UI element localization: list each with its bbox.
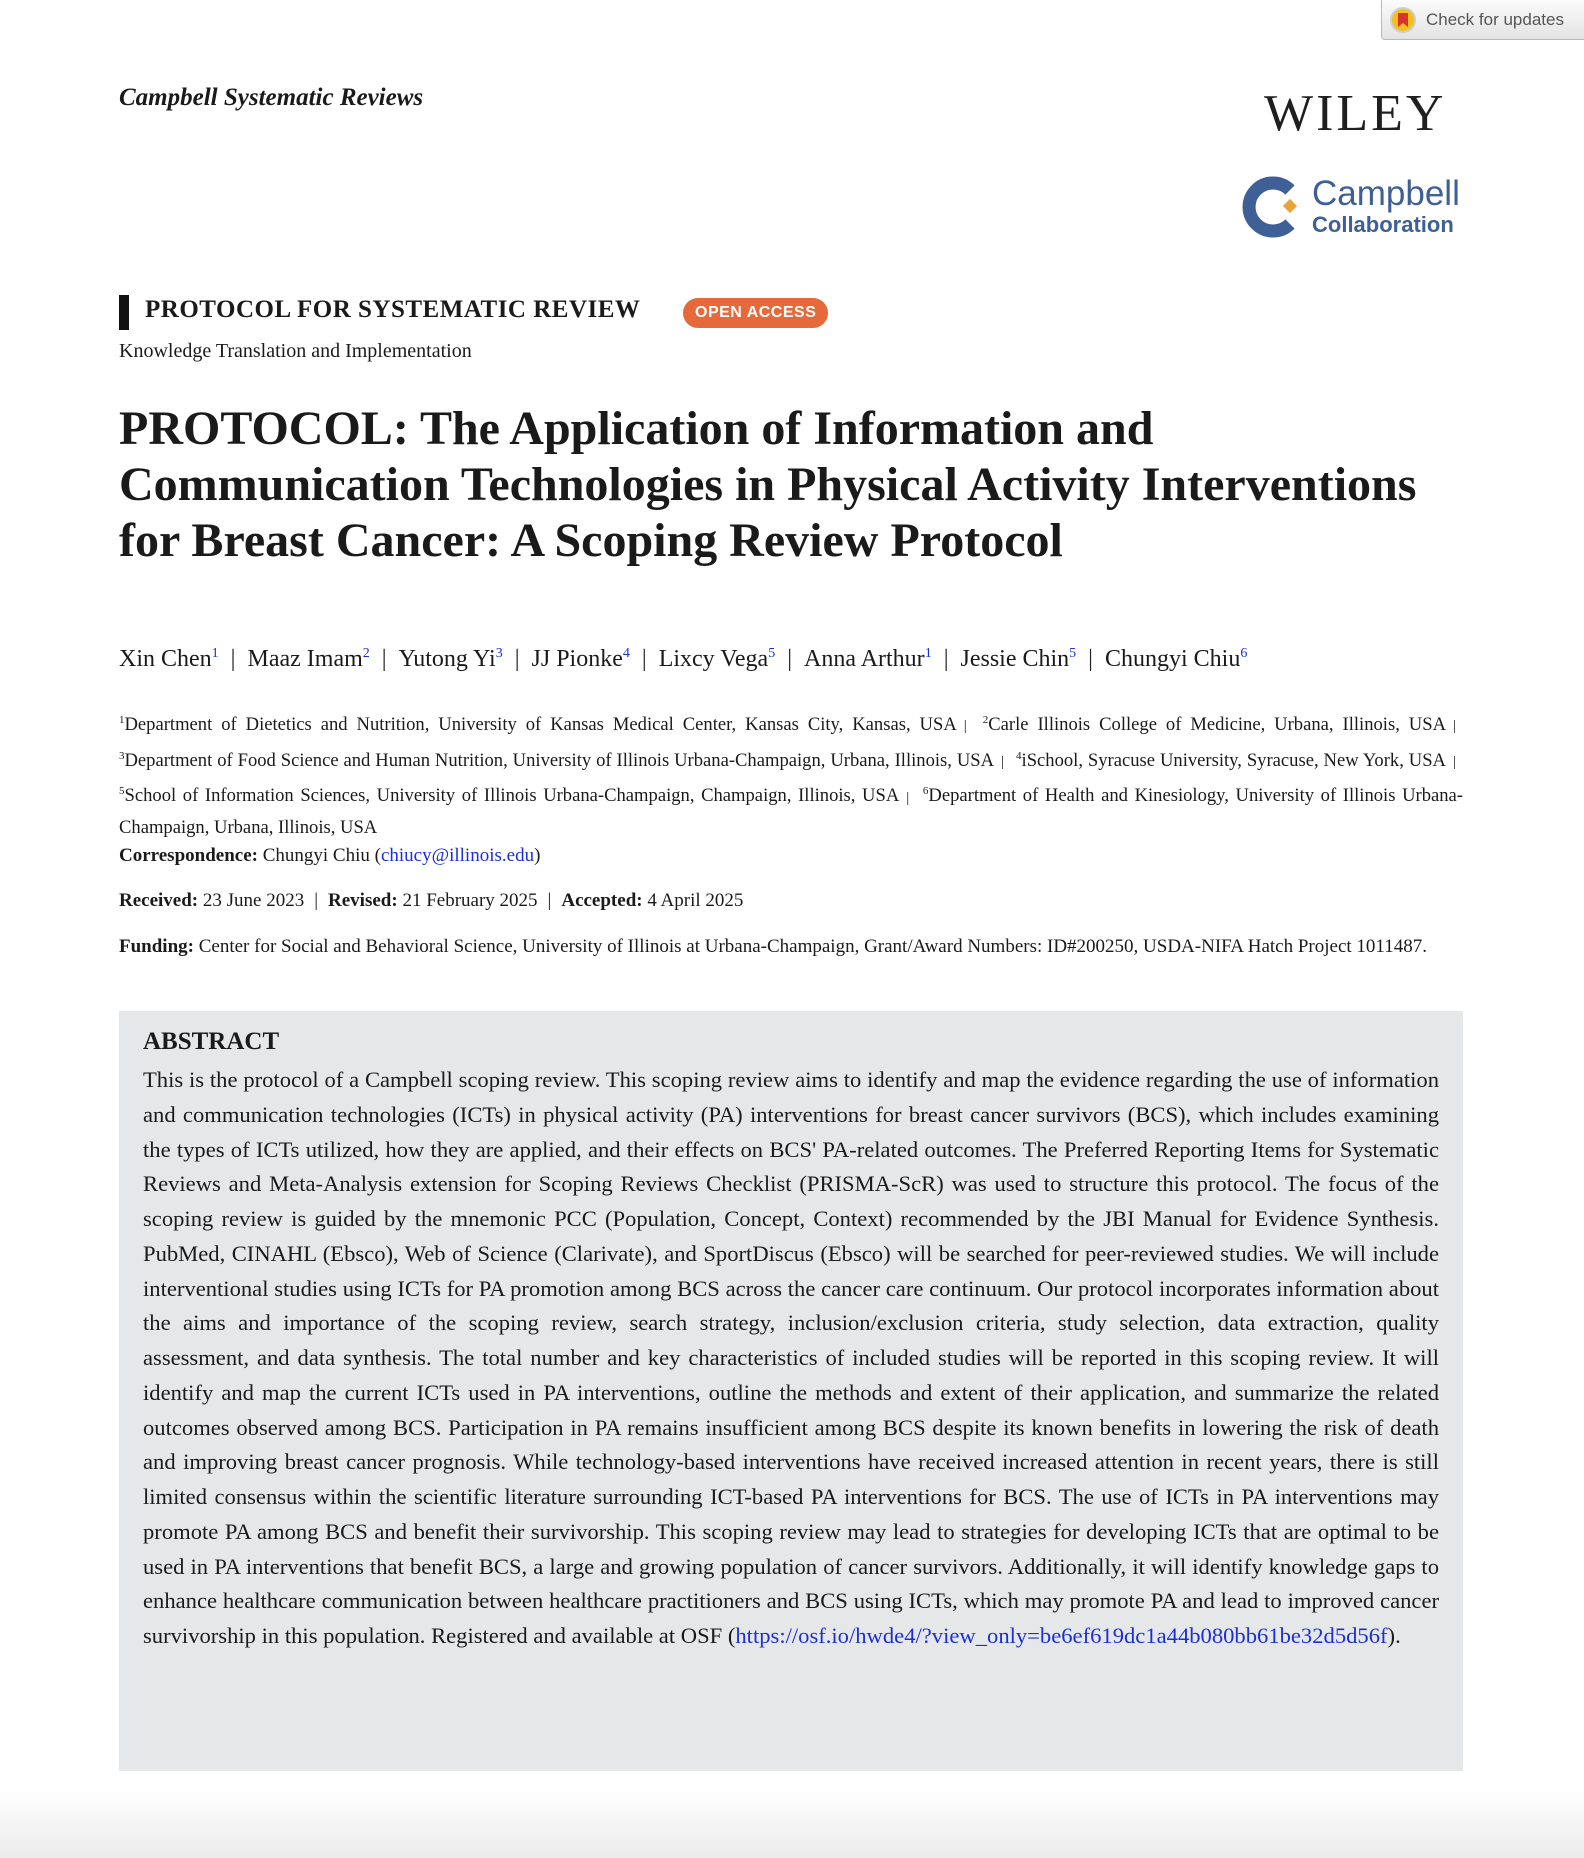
affiliations: $^1$Department of Dietetics and Nutrition, University of Kansas Medical Center, Kansas City, Kansas, USA | $^2$Carle Illinois College of Medicine, Urbana, Illinois, USA | $^3$Department of Food Science and Human Nutrition, University of Illinois Urbana-Champaign, Urbana, Illinois, USA | $^4$iSchool, Syracuse University, Syracuse, New York, USA | $^5$School of Information Sciences, University of Illinois Urbana-Champaign, Champaign, Illinois, USA | $^6$Department of Health and Kinesiology, University of Illinois Urbana-Champaign, Urbana, Illinois, USA bbox=[119, 714, 1463, 839]
author[interactable]: Jessie Chin$^5$ bbox=[960, 646, 1077, 672]
open-access-badge: OPEN ACCESS bbox=[683, 298, 828, 328]
article-title: PROTOCOL: The Application of Information and Communication Technologies in Physical Activity Interventions for Breast Cancer: A Scoping Review Protocol bbox=[119, 402, 1417, 567]
bookmark-badge-icon bbox=[1390, 7, 1416, 33]
author[interactable]: Lixcy Vega$^5$ bbox=[658, 646, 776, 672]
campbell-collaboration-logo bbox=[1240, 176, 1460, 238]
correspondence: Correspondence: Chungyi Chiu (chiucy@illinois.edu) bbox=[119, 845, 541, 866]
author[interactable]: Anna Arthur$^1$ bbox=[804, 646, 932, 672]
author[interactable]: Maaz Imam$^2$ bbox=[247, 646, 370, 672]
abstract-body: This is the protocol of a Campbell scoping review. This scoping review aims to identify and map the evidence regarding the use of information and communication technologies (ICTs) in physical activity (PA) interventions for breast cancer survivors (BCS), which includes examining the types of ICTs utilized, how they are applied, and their effects on BCS' PA-related outcomes. The Preferred Reporting Items for Systematic Reviews and Meta-Analysis extension for Scoping Reviews Checklist (PRISMA-ScR) was used to structure this protocol. The focus of the scoping review is guided by the mnemonic PCC (Population, Concept, Context) recommended by the JBI Manual for Evidence Synthesis. PubMed, CINAHL (Ebsco), Web of Science (Clarivate), and SportDiscus (Ebsco) will be searched for peer-reviewed studies. We will include interventional studies using ICTs for PA promotion among BCS across the cancer care continuum. Our protocol incorporates information about the aims and importance of the scoping review, search strategy, inclusion/exclusion criteria, study selection, data extraction, quality assessment, and data synthesis. The total number and key characteristics of included studies will be reported in this scoping review. It will identify and map the current ICTs used in PA interventions, outline the methods and extent of their application, and summarize the related outcomes observed among BCS. Participation in PA remains insufficient among BCS despite its known benefits in lowering the risk of death and improving breast cancer prognosis. While technology-based interventions have received increased attention in recent years, there is still limited consensus within the scientific literature surrounding ICT-based PA interventions for BCS. The use of ICTs in PA interventions may promote PA among BCS and benefit their survivorship. This scoping review may lead to strategies for developing ICTs that are optimal to be used in PA interventions that benefit BCS, a large and growing population of cancer survivors. Additionally, it will identify knowledge gaps to enhance healthcare communication between healthcare practitioners and BCS using ICTs, which may promote PA and lead to improved cancer survivorship in this population. Registered and available at OSF (https://osf.io/hwde4/?view_only=be6ef619dc1a44b080bb61be32d5d56f). bbox=[143, 1067, 1439, 1648]
author[interactable]: JJ Pionke$^4$ bbox=[531, 646, 630, 672]
page-bottom-shade bbox=[0, 1790, 1584, 1858]
abstract-heading: ABSTRACT bbox=[143, 1028, 280, 1055]
campbell-c-icon bbox=[1240, 176, 1302, 238]
collab-line1: Campbell bbox=[1312, 174, 1460, 213]
collab-line2: Collaboration bbox=[1312, 212, 1454, 237]
publisher-logo: WILEY bbox=[1264, 85, 1447, 142]
author[interactable]: Yutong Yi$^3$ bbox=[398, 646, 503, 672]
funding: Funding: Center for Social and Behavioral Science, University of Illinois at Urbana-Champaign, Grant/Award Numbers: ID#200250, USDA-NIFA Hatch Project 1011487. bbox=[119, 936, 1427, 957]
journal-name: Campbell Systematic Reviews bbox=[119, 84, 424, 111]
article-subject: Knowledge Translation and Implementation bbox=[119, 340, 472, 362]
check-for-updates-button[interactable] bbox=[1381, 0, 1584, 40]
article-type: PROTOCOL FOR SYSTEMATIC REVIEW bbox=[145, 296, 641, 323]
article-dates: Received: 23 June 2023 | Revised: 21 February 2025 | Accepted: 4 April 2025 bbox=[119, 890, 744, 911]
author[interactable]: Xin Chen$^1$ bbox=[119, 646, 219, 672]
author[interactable]: Chungyi Chiu$^6$ bbox=[1104, 646, 1248, 672]
email-link[interactable]: chiucy@illinois.edu bbox=[380, 845, 535, 866]
author-list: Xin Chen$^1$ | Maaz Imam$^2$ | Yutong Yi$^3$ | JJ Pionke$^4$ | Lixcy Vega$^5$ | Anna Arthur$^1$ | Jessie Chin$^5$ | Chungyi Chiu$^6$ bbox=[119, 646, 1248, 672]
osf-link[interactable]: https://osf.io/hwde4/?view_only=be6ef619dc1a44b080bb61be32d5d56f bbox=[735, 1623, 1388, 1648]
section-marker bbox=[119, 295, 129, 330]
check-for-updates-label: Check for updates bbox=[1426, 9, 1564, 29]
